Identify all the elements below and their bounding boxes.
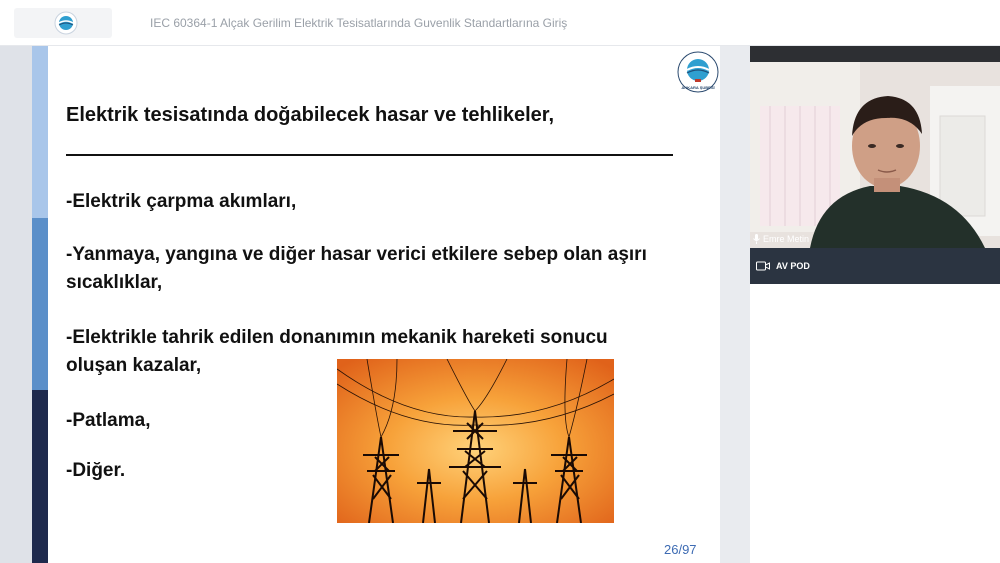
document-title: IEC 60364-1 Alçak Gerilim Elektrik Tesisatlarında Guvenlik Standartlarına Giriş [150, 16, 568, 30]
bullet-item: -Elektrikle tahrik edilen donanımın mekanik hareketi sonucu oluşan kazalar, [66, 327, 608, 376]
slide-title: Elektrik tesisatında doğabilecek hasar ve tehlikeler, [66, 104, 555, 126]
presentation-stage [0, 46, 750, 563]
bullet-item: -Yanmaya, yangına ve diğer hasar verici etkilere sebep olan aşırı sıcaklıklar, [66, 244, 647, 293]
slide [48, 46, 720, 563]
bullet-item: -Elektrik çarpma akımları, [66, 191, 297, 212]
bullet-item: -Diğer. [66, 460, 126, 481]
chamber-logo-icon [676, 50, 720, 94]
slide-accent-band-mid [32, 218, 48, 390]
video-camera-icon [756, 261, 770, 271]
stage-scroll-strip [720, 46, 750, 563]
av-pod-label: AV POD [776, 261, 810, 271]
slide-accent-band-light [32, 46, 48, 218]
top-bar [0, 0, 1000, 46]
participant-video [750, 46, 1000, 248]
microphone-icon [752, 234, 761, 244]
title-underline [66, 154, 673, 156]
app-logo-area [14, 8, 112, 38]
side-panel [750, 46, 1000, 563]
page-indicator: 26/97 [664, 542, 697, 557]
slide-accent-band-dark [32, 390, 48, 563]
logo-caption: ANKARA ŞUBESİ [681, 85, 715, 90]
organization-logo-icon [54, 11, 78, 35]
participant-name: Emre Metin [763, 234, 810, 244]
av-pod-bar[interactable] [750, 248, 1000, 284]
participant-name-tag [752, 234, 809, 244]
bullet-item: -Patlama, [66, 410, 151, 431]
power-lines-image [337, 359, 614, 523]
